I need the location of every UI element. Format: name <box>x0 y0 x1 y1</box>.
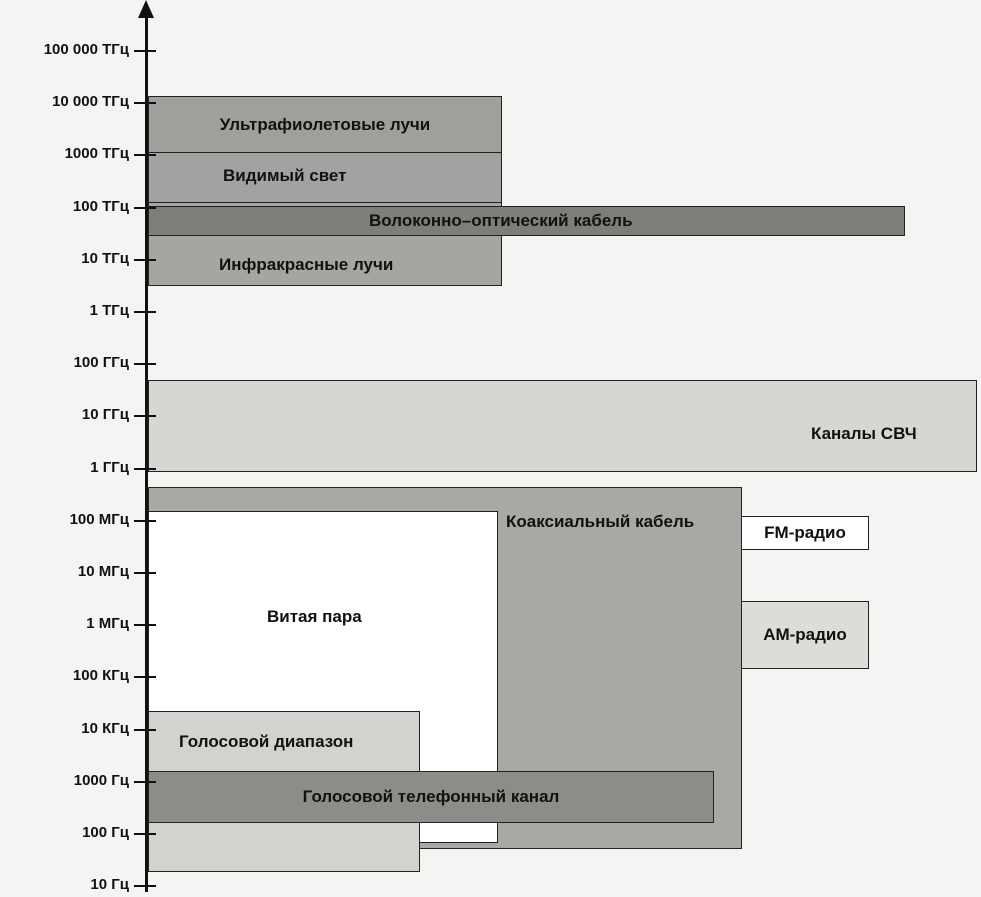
axis-tick <box>134 885 156 887</box>
band-voice-telephone-channel <box>148 771 714 823</box>
axis-tick <box>134 833 156 835</box>
axis-tick-label: 1000 ТГц <box>64 145 129 162</box>
band-visible-light-label: Видимый свет <box>223 166 347 185</box>
axis-tick <box>134 311 156 313</box>
axis-tick <box>134 520 156 522</box>
axis-tick-label: 10 ГГц <box>81 406 129 423</box>
axis-tick <box>134 729 156 731</box>
axis-tick-label: 10 КГц <box>81 720 129 737</box>
band-coaxial-cable-label: Коаксиальный кабель <box>506 512 695 531</box>
axis-tick <box>134 102 156 104</box>
band-fm-radio <box>741 516 869 550</box>
axis-tick <box>134 468 156 470</box>
axis-tick <box>134 154 156 156</box>
axis-tick-label: 100 ТГц <box>72 198 129 215</box>
axis-tick-label: 10 ТГц <box>81 250 129 267</box>
axis-tick-label: 100 000 ТГц <box>43 41 129 58</box>
band-microwave-channels-label: Каналы СВЧ <box>811 424 917 443</box>
band-am-radio <box>741 601 869 669</box>
axis-tick <box>134 676 156 678</box>
axis-tick-label: 10 Гц <box>90 876 129 893</box>
axis-tick-label: 100 МГц <box>69 511 129 528</box>
axis-tick-label: 10 000 ТГц <box>52 93 129 110</box>
band-fiber-optic-cable-label: Волоконно–оптический кабель <box>369 211 633 230</box>
band-ultraviolet <box>148 96 502 154</box>
band-fm-radio-label: FM-радио <box>764 523 846 542</box>
band-microwave-channels <box>148 380 977 472</box>
band-fiber-optic-cable <box>148 206 905 236</box>
band-am-radio-label: АМ-радио <box>763 625 847 644</box>
axis-tick <box>134 207 156 209</box>
band-voice-range-label: Голосовой диапазон <box>179 732 354 751</box>
frequency-axis <box>145 12 148 892</box>
axis-arrow-up-icon <box>138 0 154 18</box>
axis-tick-label: 1 ГГц <box>90 459 129 476</box>
axis-tick-label: 100 КГц <box>72 667 129 684</box>
axis-tick <box>134 781 156 783</box>
axis-tick <box>134 572 156 574</box>
axis-tick-label: 100 ГГц <box>73 354 129 371</box>
band-ultraviolet-label: Ультрафиолетовые лучи <box>219 115 431 134</box>
axis-tick-label: 10 МГц <box>77 563 129 580</box>
axis-tick-label: 100 Гц <box>82 824 129 841</box>
axis-tick <box>134 363 156 365</box>
axis-tick <box>134 415 156 417</box>
axis-tick-label: 1 ТГц <box>89 302 129 319</box>
band-twisted-pair-label: Витая пара <box>267 607 362 626</box>
axis-tick-label: 1 МГц <box>86 615 129 632</box>
band-visible-light <box>148 152 502 204</box>
band-voice-telephone-channel-label: Голосовой телефонный канал <box>302 787 560 806</box>
axis-tick <box>134 259 156 261</box>
axis-tick <box>134 624 156 626</box>
axis-tick-label: 1000 Гц <box>73 772 129 789</box>
axis-tick <box>134 50 156 52</box>
band-infrared-label: Инфракрасные лучи <box>219 255 394 274</box>
